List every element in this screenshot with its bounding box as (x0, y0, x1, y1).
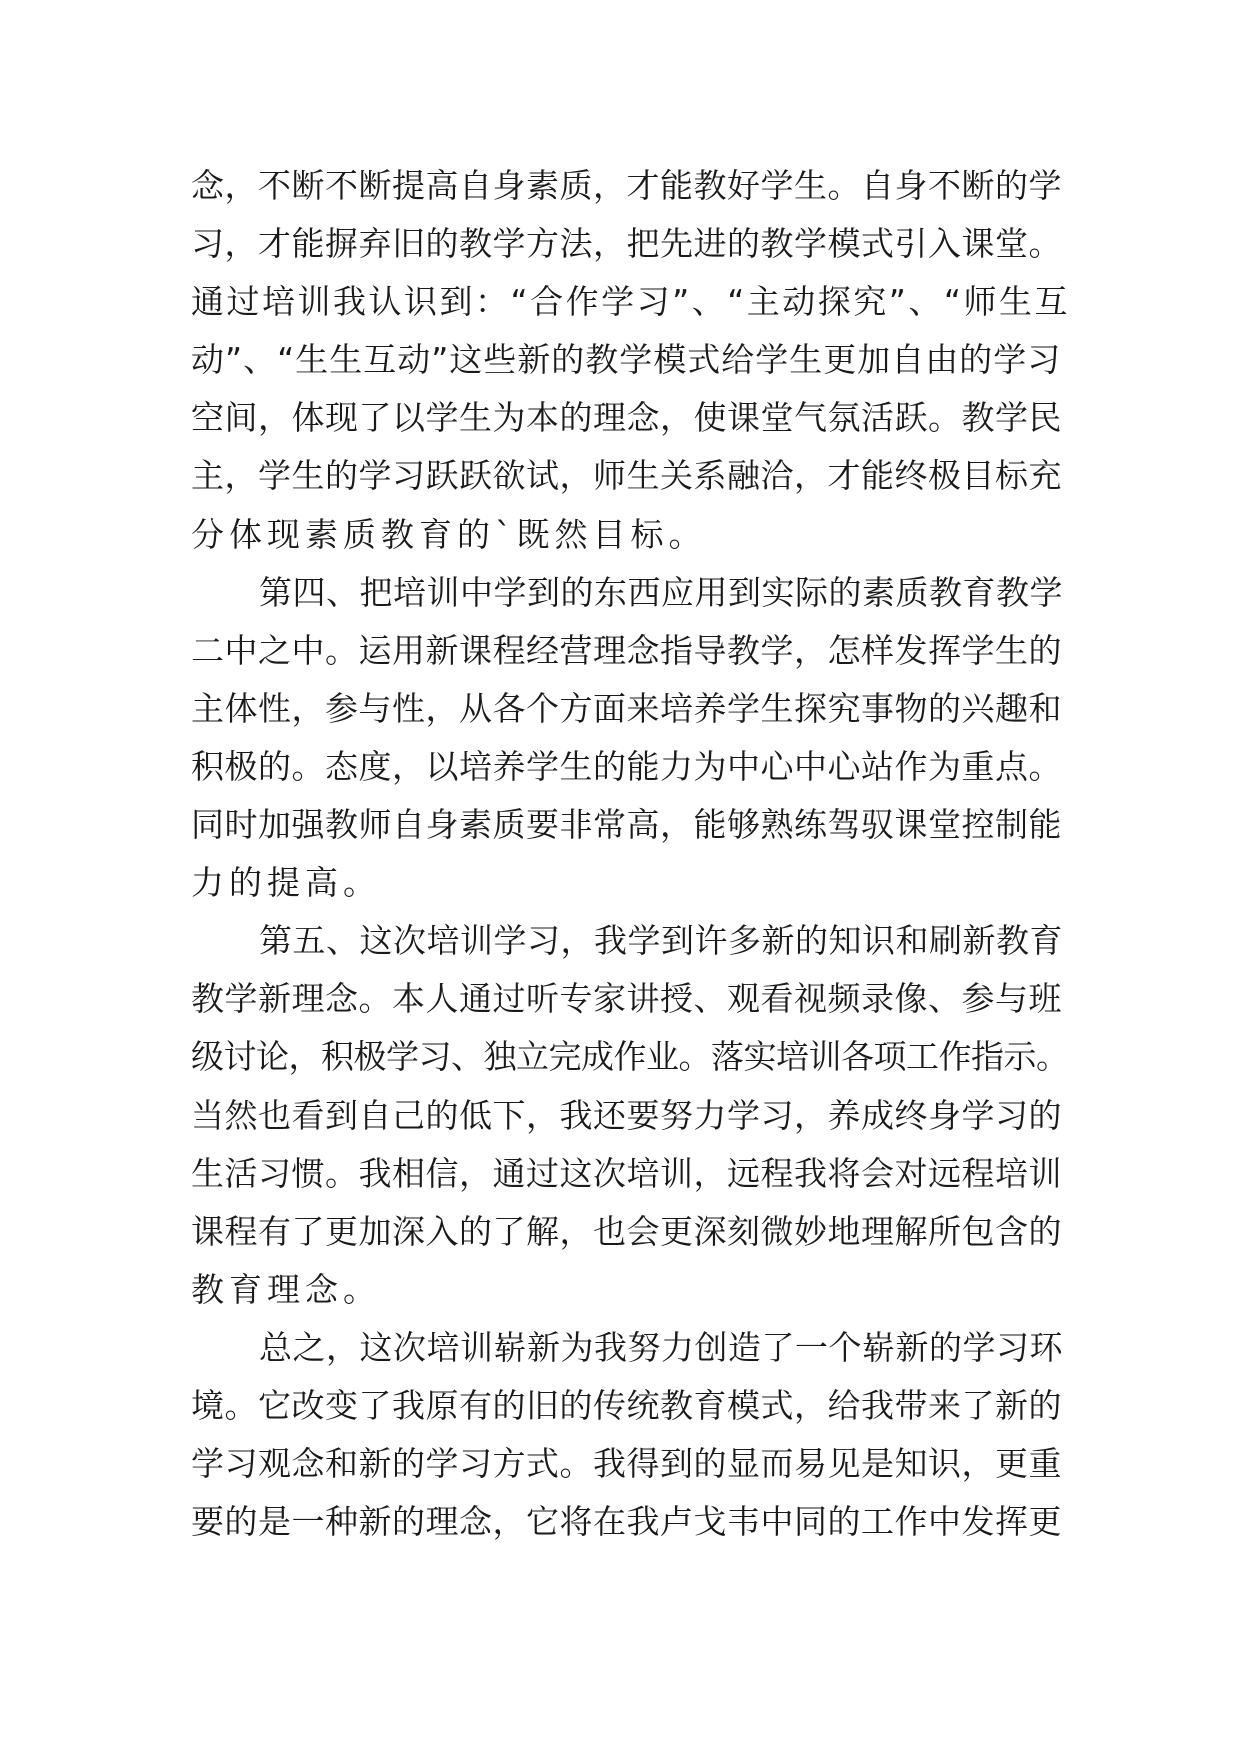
text-line: 教学新理念。本人通过听专家讲授、观看视频录像、参与班 (191, 979, 1062, 1019)
text-line: 念，不断不断提高自身素质，才能教好学生。自身不断的学 (191, 166, 1062, 205)
text-line: 教育理念。 (191, 1269, 381, 1309)
text-line: 积极的。态度，以培养学生的能力为中心中心站作为重点。 (191, 746, 1062, 786)
text-line: 习，才能摒弃旧的教学方法，把先进的教学模式引入课堂。 (191, 224, 1062, 264)
text-line: 分体现素质教育的`既然目标。 (191, 514, 707, 554)
text-line: 第四、把培训中学到的东西应用到实际的素质教育教学 (259, 572, 1063, 612)
text-line: 主体性，参与性，从各个方面来培养学生探究事物的兴趣和 (191, 688, 1062, 728)
text-line: 境。它改变了我原有的旧的传统教育模式，给我带来了新的 (191, 1385, 1062, 1425)
text-line: 动”、“生生互动”这些新的教学模式给学生更加自由的学习 (191, 340, 1062, 380)
text-line: 当然也看到自己的低下，我还要努力学习，养成终身学习的 (191, 1095, 1062, 1135)
text-line: 生活习惯。我相信，通过这次培训，远程我将会对远程培训 (191, 1153, 1062, 1193)
text-line: 二中之中。运用新课程经营理念指导教学，怎样发挥学生的 (191, 630, 1062, 670)
text-line: 要的是一种新的理念，它将在我卢戈韦中同的工作中发挥更 (191, 1502, 1062, 1542)
text-line: 学习观念和新的学习方式。我得到的显而易见是知识，更重 (191, 1444, 1062, 1484)
text-line: 课程有了更加深入的了解，也会更深刻微妙地理解所包含的 (191, 1211, 1062, 1251)
text-line: 通过培训我认识到：“合作学习”、“主动探究”、“师生互 (191, 282, 1070, 322)
document-body (191, 157, 1071, 1551)
text-line: 主，学生的学习跃跃欲试，师生关系融洽，才能终极目标充 (191, 456, 1062, 496)
text-line: 力的提高。 (191, 863, 381, 903)
text-line: 总之，这次培训崭新为我努力创造了一个崭新的学习环 (259, 1327, 1063, 1367)
text-line: 同时加强教师自身素质要非常高，能够熟练驾驭课堂控制能 (191, 805, 1062, 845)
text-line: 级讨论，积极学习、独立完成作业。落实培训各项工作指示。 (191, 1037, 1069, 1077)
text-line: 第五、这次培训学习，我学到许多新的知识和刷新教育 (259, 921, 1063, 961)
text-line: 空间，体现了以学生为本的理念，使课堂气氛活跃。教学民 (191, 398, 1062, 438)
